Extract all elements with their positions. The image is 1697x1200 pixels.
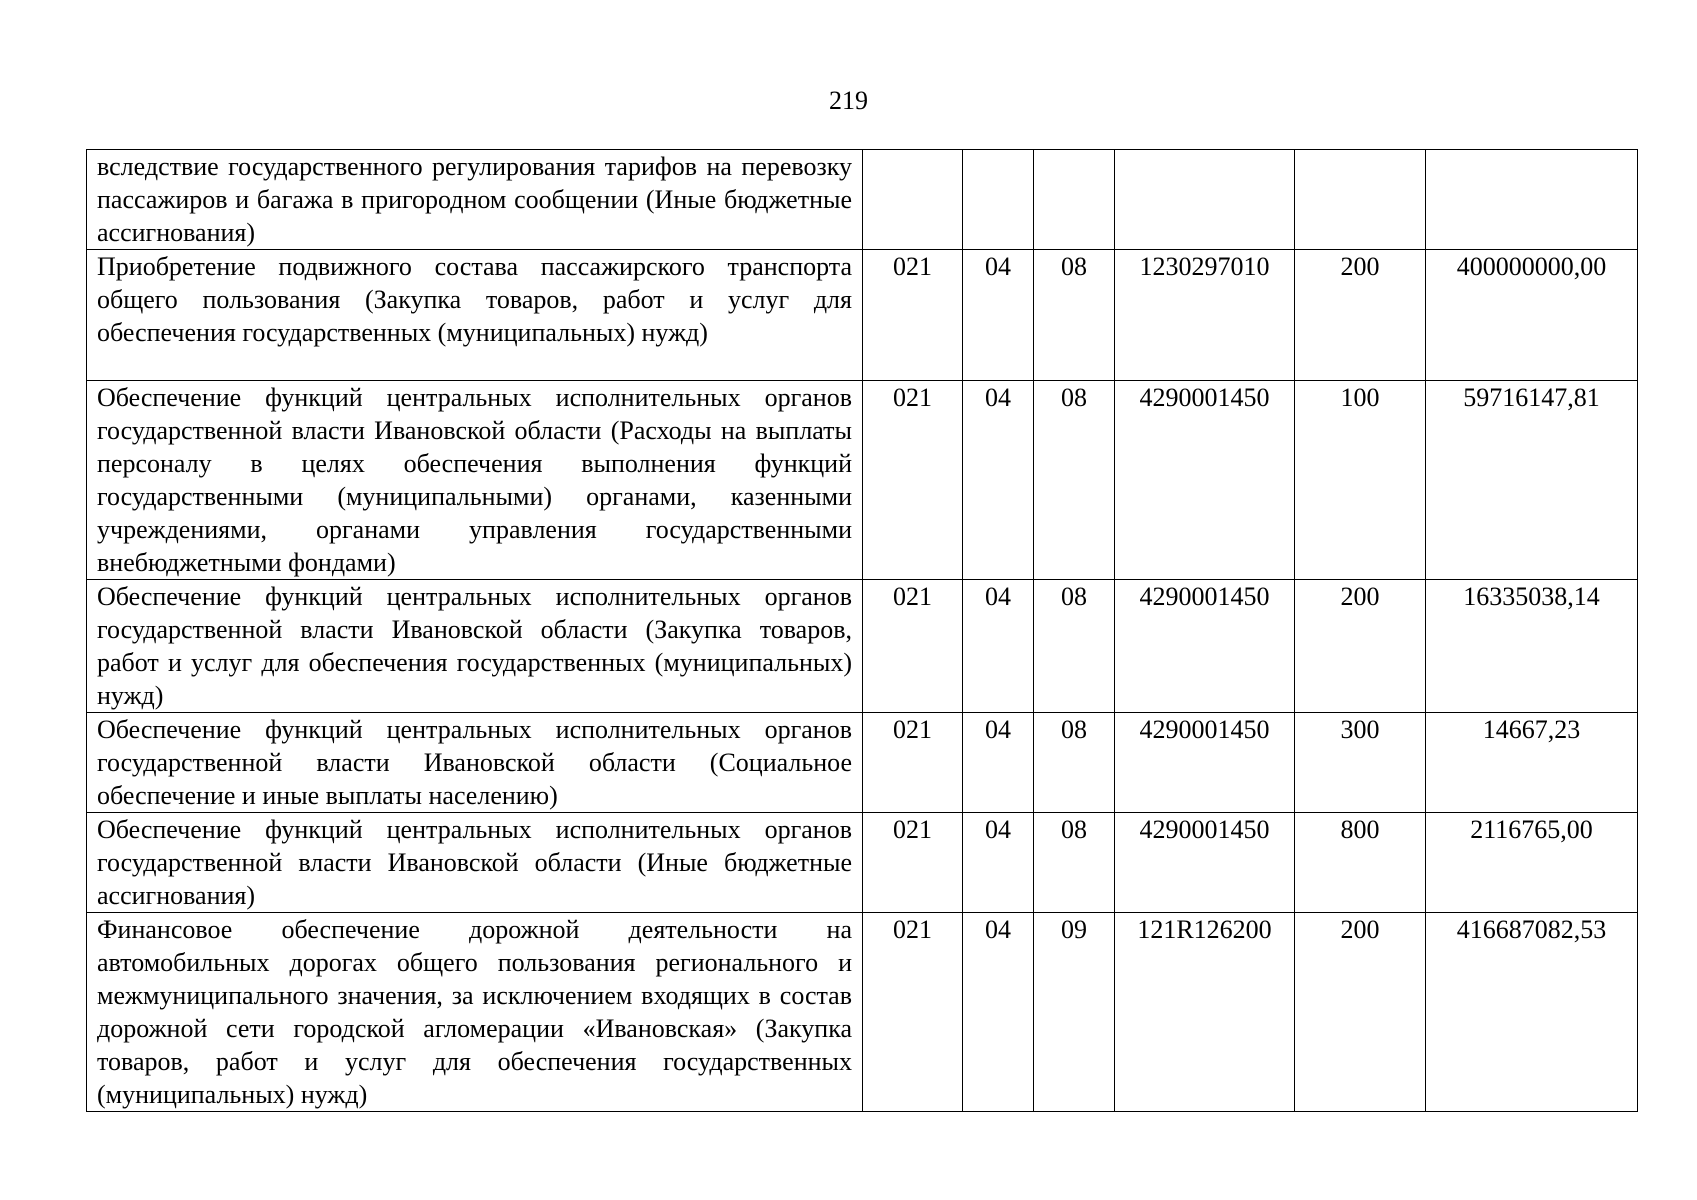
section-code: 04: [963, 250, 1034, 381]
expense-type-code: [1295, 150, 1426, 250]
subsection-code: 08: [1034, 381, 1115, 580]
subsection-code: 08: [1034, 813, 1115, 913]
subsection-code: 08: [1034, 713, 1115, 813]
ministry-code: [863, 150, 963, 250]
section-code: 04: [963, 813, 1034, 913]
ministry-code: 021: [863, 713, 963, 813]
ministry-code: 021: [863, 250, 963, 381]
section-code: 04: [963, 913, 1034, 1112]
table-row: [87, 813, 1638, 913]
expense-type-code: 200: [1295, 580, 1426, 713]
subsection-code: 08: [1034, 250, 1115, 381]
ministry-code: 021: [863, 913, 963, 1112]
table-row: [87, 150, 1638, 250]
row-description: Обеспечение функций центральных исполнительных органов государственной власти Ивановской области (Иные бюджетные ассигнования): [87, 813, 863, 913]
amount-value: 2116765,00: [1426, 813, 1638, 913]
target-item-code: 4290001450: [1115, 813, 1295, 913]
amount-value: 400000000,00: [1426, 250, 1638, 381]
expense-type-code: 800: [1295, 813, 1426, 913]
row-description: Обеспечение функций центральных исполнительных органов государственной власти Ивановской области (Расходы на выплаты персоналу в целях обеспечения выполнения функций государственными (муниципальными) органами, казенными учреждениями, органами управления государственными внебюджетными фондами): [87, 381, 863, 580]
target-item-code: 4290001450: [1115, 381, 1295, 580]
table-row: [87, 580, 1638, 713]
table-row: [87, 913, 1638, 1112]
section-code: [963, 150, 1034, 250]
amount-value: 59716147,81: [1426, 381, 1638, 580]
subsection-code: [1034, 150, 1115, 250]
page-number: 219: [829, 86, 868, 115]
row-description: Приобретение подвижного состава пассажирского транспорта общего пользования (Закупка товаров, работ и услуг для обеспечения государственных (муниципальных) нужд): [87, 250, 863, 381]
section-code: 04: [963, 713, 1034, 813]
section-code: 04: [963, 381, 1034, 580]
table-row: [87, 250, 1638, 381]
subsection-code: 08: [1034, 580, 1115, 713]
ministry-code: 021: [863, 813, 963, 913]
amount-value: 14667,23: [1426, 713, 1638, 813]
amount-value: [1426, 150, 1638, 250]
amount-value: 16335038,14: [1426, 580, 1638, 713]
row-description: Обеспечение функций центральных исполнительных органов государственной власти Ивановской области (Закупка товаров, работ и услуг для обеспечения государственных (муниципальных) нужд): [87, 580, 863, 713]
row-description: Финансовое обеспечение дорожной деятельности на автомобильных дорогах общего пользования регионального и межмуниципального значения, за исключением входящих в состав дорожной сети городской агломерации «Ивановская» (Закупка товаров, работ и услуг для обеспечения государственных (муниципальных) нужд): [87, 913, 863, 1112]
target-item-code: 4290001450: [1115, 580, 1295, 713]
row-description: Обеспечение функций центральных исполнительных органов государственной власти Ивановской области (Социальное обеспечение и иные выплаты населению): [87, 713, 863, 813]
subsection-code: 09: [1034, 913, 1115, 1112]
table-row: [87, 713, 1638, 813]
expense-type-code: 200: [1295, 250, 1426, 381]
expense-type-code: 200: [1295, 913, 1426, 1112]
ministry-code: 021: [863, 381, 963, 580]
amount-value: 416687082,53: [1426, 913, 1638, 1112]
budget-table: [86, 149, 1638, 1112]
expense-type-code: 300: [1295, 713, 1426, 813]
target-item-code: 1230297010: [1115, 250, 1295, 381]
ministry-code: 021: [863, 580, 963, 713]
expense-type-code: 100: [1295, 381, 1426, 580]
target-item-code: [1115, 150, 1295, 250]
table-row: [87, 381, 1638, 580]
target-item-code: 4290001450: [1115, 713, 1295, 813]
target-item-code: 121R126200: [1115, 913, 1295, 1112]
section-code: 04: [963, 580, 1034, 713]
row-description: вследствие государственного регулирования тарифов на перевозку пассажиров и багажа в пригородном сообщении (Иные бюджетные ассигнования): [87, 150, 863, 250]
